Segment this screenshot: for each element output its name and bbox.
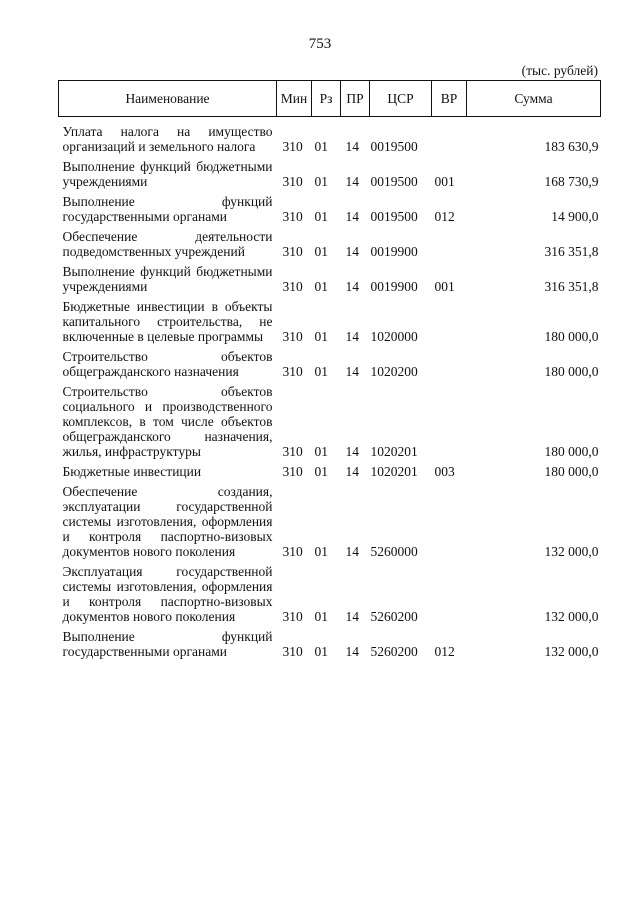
row-min: 310 [282,364,303,379]
row-pr: 14 [345,209,359,224]
row-name: Строительство объектов социального и производственного комплексов, в том числе объектов общегражданского назначения, жилья, инфраструктуры [62,384,273,459]
row-vr: 012 [434,644,455,659]
row-pr: 14 [345,644,359,659]
row-sum: 180 000,0 [544,364,599,379]
header-pr: ПР [341,81,370,117]
table-row [59,189,601,224]
row-min: 310 [282,174,303,189]
header-vr: ВР [432,81,467,117]
row-name: Выполнение функций государственными органами [62,629,273,659]
row-csr: 0019500 [370,209,418,224]
row-name: Выполнение функций бюджетными учреждениями [62,264,273,294]
row-vr [432,479,467,559]
row-pr: 14 [345,444,359,459]
row-rz: 01 [314,209,328,224]
header-min: Мин [277,81,312,117]
row-pr: 14 [345,279,359,294]
table-row [59,259,601,294]
row-sum: 168 730,9 [544,174,599,189]
table-row [59,224,601,259]
row-vr [432,294,467,344]
row-min: 310 [282,329,303,344]
row-pr: 14 [345,364,359,379]
row-csr: 0019900 [370,279,418,294]
row-sum: 14 900,0 [551,209,599,224]
row-min: 310 [282,464,303,479]
row-name: Уплата налога на имущество организаций и земельного налога [62,124,273,154]
row-name: Обеспечение создания, эксплуатации государственной системы изготовления, оформления и контроля паспортно-визовых документов нового поколения [62,484,273,559]
table-row [59,379,601,459]
row-min: 310 [282,139,303,154]
row-csr: 5260000 [370,544,418,559]
row-sum: 132 000,0 [544,544,599,559]
row-name: Бюджетные инвестиции [62,464,202,479]
row-name: Бюджетные инвестиции в объекты капитального строительства, не включенные в целевые программы [62,299,273,344]
table-header [59,81,601,117]
row-csr: 0019500 [370,174,418,189]
row-pr: 14 [345,544,359,559]
row-pr: 14 [345,244,359,259]
row-sum: 183 630,9 [544,139,599,154]
row-min: 310 [282,209,303,224]
row-rz: 01 [314,329,328,344]
row-sum: 180 000,0 [544,329,599,344]
row-vr: 012 [434,209,455,224]
row-csr: 1020201 [370,444,418,459]
row-min: 310 [282,279,303,294]
table-row [59,154,601,189]
row-sum: 316 351,8 [544,279,599,294]
row-rz: 01 [314,279,328,294]
table-row [59,624,601,659]
row-rz: 01 [314,139,328,154]
row-csr: 5260200 [370,644,418,659]
row-pr: 14 [345,174,359,189]
row-vr [432,224,467,259]
row-min: 310 [282,609,303,624]
row-sum: 132 000,0 [544,609,599,624]
row-vr [432,344,467,379]
row-name: Выполнение функций государственными органами [62,194,273,224]
row-csr: 5260200 [370,609,418,624]
row-rz: 01 [314,644,328,659]
header-name: Наименование [59,81,277,117]
row-name: Строительство объектов общегражданского назначения [62,349,273,379]
row-sum: 316 351,8 [544,244,599,259]
header-sum: Сумма [467,81,601,117]
row-vr: 001 [434,174,455,189]
row-pr: 14 [345,139,359,154]
row-rz: 01 [314,174,328,189]
row-rz: 01 [314,544,328,559]
row-pr: 14 [345,609,359,624]
header-csr: ЦСР [370,81,432,117]
row-rz: 01 [314,609,328,624]
row-min: 310 [282,544,303,559]
row-csr: 0019500 [370,139,418,154]
row-min: 310 [282,644,303,659]
row-name: Выполнение функций бюджетными учреждениями [62,159,273,189]
row-rz: 01 [314,444,328,459]
header-row [59,81,601,117]
row-csr: 0019900 [370,244,418,259]
row-name: Обеспечение деятельности подведомственных учреждений [62,229,273,259]
row-pr: 14 [345,329,359,344]
row-min: 310 [282,444,303,459]
table-body [59,117,601,660]
row-csr: 1020000 [370,329,418,344]
row-min: 310 [282,244,303,259]
row-pr: 14 [345,464,359,479]
row-vr [432,559,467,624]
row-csr: 1020200 [370,364,418,379]
header-rz: Рз [312,81,341,117]
page-number: 753 [308,36,332,52]
table-row [59,479,601,559]
units-label: (тыс. рублей) [521,63,598,78]
row-sum: 132 000,0 [544,644,599,659]
row-vr: 003 [434,464,455,479]
row-rz: 01 [314,364,328,379]
table-row [59,459,601,479]
row-vr [432,379,467,459]
row-vr: 001 [434,279,455,294]
budget-table [58,80,601,659]
row-sum: 180 000,0 [544,444,599,459]
table-row [59,559,601,624]
row-name: Эксплуатация государственной системы изготовления, оформления и контроля паспортно-визовых документов нового поколения [62,564,273,624]
row-csr: 1020201 [370,464,418,479]
row-sum: 180 000,0 [544,464,599,479]
table-row [59,117,601,155]
table-row [59,344,601,379]
row-vr [432,117,467,155]
row-rz: 01 [314,244,328,259]
row-rz: 01 [314,464,328,479]
table-row [59,294,601,344]
